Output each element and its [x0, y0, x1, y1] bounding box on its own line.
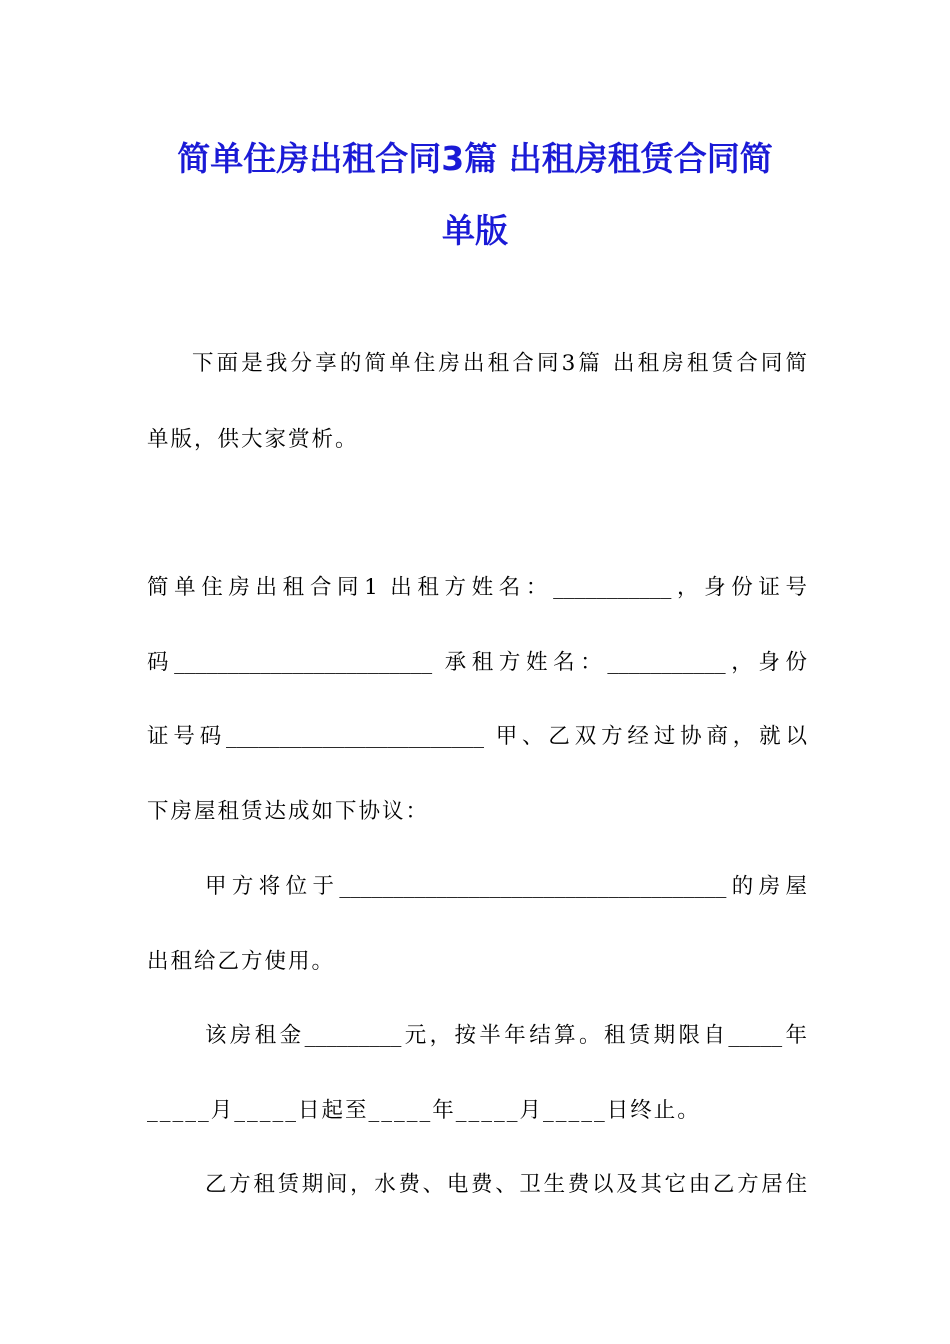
clause-rent-line-1: 该房租金_________元，按半年结算。租赁期限自_____年 [205, 1023, 807, 1048]
contract-line-1: 简单住房出租合同1 出租方姓名：___________，身份证号 [147, 575, 807, 600]
clause-fees-line-1: 乙方租赁期间，水费、电费、卫生费以及其它由乙方居住 [205, 1172, 807, 1197]
intro-line-1: 下面是我分享的简单住房出租合同3篇 出租房租赁合同简 [192, 351, 807, 376]
contract-line-4: 下房屋租赁达成如下协议： [147, 799, 430, 824]
clause-rent-line-2: _____月_____日起至_____年_____月_____日终止。 [147, 1098, 701, 1123]
document-title-line-1: 简单住房出租合同3篇 出租房租赁合同简 [177, 139, 773, 178]
document-title-line-2: 单版 [442, 211, 508, 250]
clause-location-line-1: 甲方将位于____________________________________的房屋 [205, 874, 807, 899]
clause-location-line-2: 出租给乙方使用。 [147, 949, 336, 974]
contract-line-3: 证号码________________________ 甲、乙双方经过协商，就以 [147, 724, 807, 749]
intro-line-2: 单版，供大家赏析。 [147, 427, 359, 452]
contract-line-2: 码________________________ 承租方姓名：___________，身份 [147, 650, 807, 675]
